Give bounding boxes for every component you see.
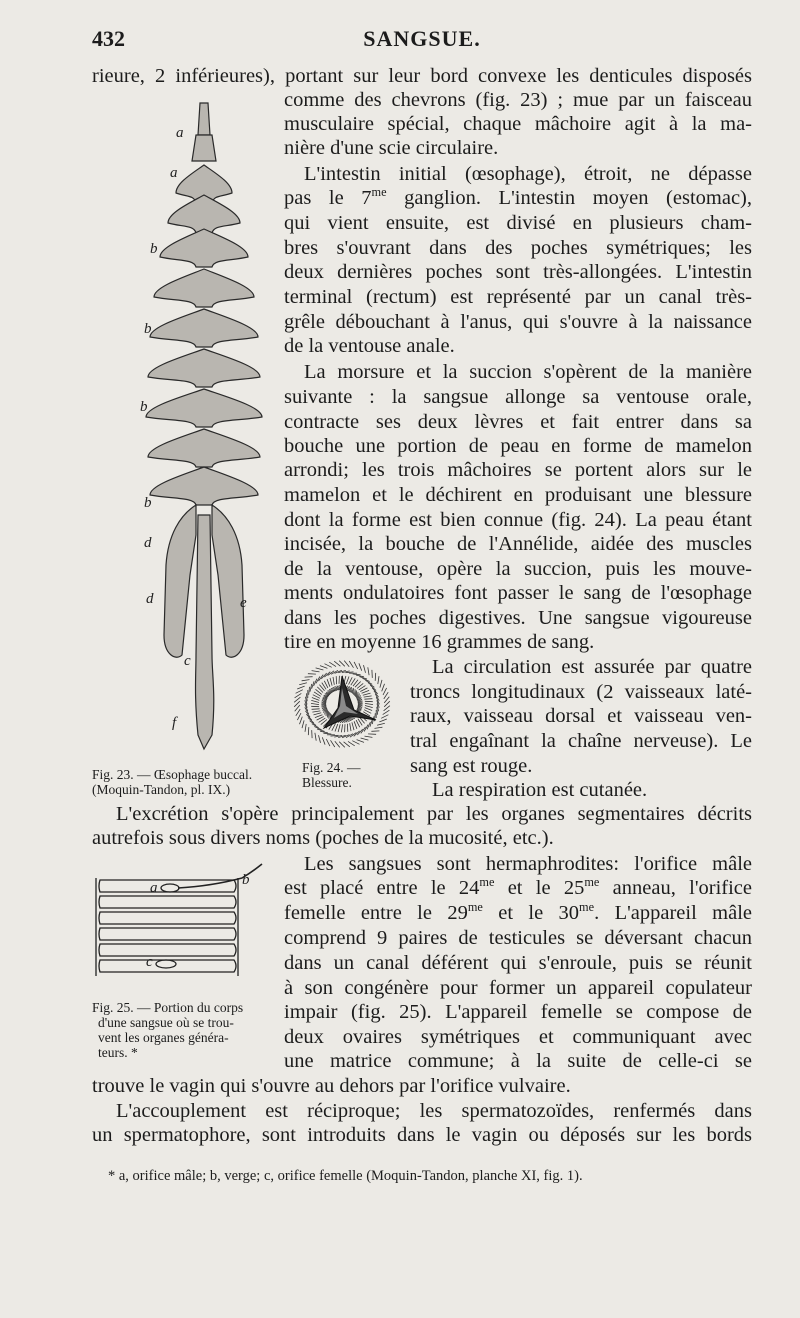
text-segment: troncs longitudinaux (2 vaisseaux laté-	[410, 681, 752, 703]
skin-hatch	[380, 680, 382, 688]
skin-hatch	[379, 719, 386, 722]
skin-hatch	[312, 698, 319, 701]
figure-24-caption	[302, 760, 361, 790]
fig23-letter-a1: a	[176, 125, 184, 141]
ordinal-superscript: me	[579, 900, 595, 915]
text-segment: terminal (rectum) est représenté par un canal très-	[284, 286, 752, 308]
fig23-letter-d2: d	[146, 591, 154, 607]
caecum-left	[164, 505, 196, 657]
text-line	[116, 1099, 752, 1123]
text-line	[92, 1123, 752, 1147]
skin-hatch	[323, 733, 331, 734]
skin-hatch	[338, 724, 340, 732]
skin-hatch	[359, 663, 362, 670]
figure-24-wound-illustration	[284, 654, 400, 754]
text-segment: dont la forme est bien connue (fig. 24). La peau étant	[284, 509, 752, 531]
oesophagus-shape	[198, 103, 210, 135]
text-segment: Les sangsues sont hermaphrodites: l'orifice mâle	[304, 853, 752, 875]
text-segment: nière d'une scie circulaire.	[284, 137, 499, 159]
text-segment: La respiration est cutanée.	[432, 779, 648, 801]
digestive-pouch	[150, 467, 258, 505]
skin-hatch	[319, 735, 321, 743]
figure-23-caption-line-1: Fig. 23. — Œsophage buccal.	[92, 767, 253, 782]
text-segment: raux, vaisseau dorsal et vaisseau ven-	[410, 705, 752, 727]
skin-hatch	[364, 699, 372, 700]
text-segment: une matrice commune; à la suite de celle-ci se	[284, 1050, 752, 1072]
page-header	[92, 26, 752, 52]
oesophagus-shape	[192, 135, 216, 161]
skin-hatch	[353, 674, 361, 675]
skin-hatch	[361, 738, 369, 740]
skin-hatch	[297, 713, 301, 720]
text-line	[432, 778, 752, 802]
text-segment: anneau, l'orifice	[599, 877, 752, 899]
text-segment: est placé entre le 24	[284, 877, 480, 899]
skin-hatch	[299, 683, 307, 685]
fig25-letter-c: c	[146, 954, 153, 970]
text-line	[284, 236, 752, 260]
figure-25-genital-organs-illustration	[92, 862, 272, 992]
skin-hatch	[325, 664, 332, 668]
skin-hatch	[344, 661, 349, 667]
digestive-pouch	[160, 229, 248, 267]
skin-hatch	[309, 687, 310, 695]
figure-24-caption-line-2: Blessure.	[302, 775, 352, 790]
digestive-pouch	[154, 269, 254, 307]
figure-25-caption	[92, 1000, 243, 1060]
caecum-right	[212, 505, 244, 657]
text-line	[284, 876, 752, 900]
text-segment: comme des chevrons (fig. 23) ; mue par un faisceau	[284, 89, 752, 111]
text-line	[304, 360, 752, 384]
text-segment: tral engaînant la chaîne nerveuse). Le	[410, 730, 752, 752]
text-line	[284, 434, 752, 458]
text-line	[284, 334, 752, 358]
text-line	[284, 951, 752, 975]
text-segment: L'excrétion s'opère principalement par les organes segmentaires décrits	[116, 803, 752, 825]
skin-hatch	[377, 723, 385, 725]
skin-hatch	[315, 733, 316, 741]
text-line	[284, 1025, 752, 1049]
text-line	[284, 630, 752, 654]
text-segment: mamelon et le déchirent en produisant une blessure	[284, 484, 752, 506]
figure-25-caption-line-3: vent les organes généra-	[98, 1030, 229, 1045]
skin-hatch	[296, 690, 303, 694]
text-line	[284, 136, 752, 160]
fig25-letter-b: b	[242, 872, 250, 888]
skin-hatch	[328, 711, 329, 719]
skin-hatch	[362, 690, 370, 693]
text-line	[284, 260, 752, 284]
text-line	[284, 112, 752, 136]
text-line	[284, 581, 752, 605]
fig23-letter-d1: d	[144, 535, 152, 551]
rectum	[196, 515, 214, 749]
skin-hatch	[308, 727, 309, 735]
skin-hatch	[312, 709, 320, 710]
text-segment: deux ovaires symétriques et communiquant avec	[284, 1026, 752, 1048]
text-segment: suivante : la sangsue allonge sa ventouse orale,	[284, 386, 752, 408]
text-segment: pas le 7	[284, 187, 372, 209]
text-segment: ganglion. L'intestin moyen (estomac),	[386, 187, 752, 209]
text-segment: dans les poches digestives. Une sangsue vigoureuse	[284, 607, 752, 629]
skin-hatch	[349, 661, 353, 668]
text-line	[432, 655, 752, 679]
figure-23-caption-line-2: (Moquin-Tandon, pl. IX.)	[92, 782, 231, 797]
skin-hatch	[378, 676, 379, 684]
skin-hatch	[311, 703, 319, 704]
skin-hatch	[329, 662, 336, 666]
figure-25-caption-line-4: teurs. *	[98, 1045, 138, 1060]
figure-25-caption-line-1: Fig. 25. — Portion du corps	[92, 1000, 244, 1015]
skin-hatch	[375, 673, 376, 681]
skin-hatch	[305, 724, 306, 732]
skin-hatch	[302, 680, 310, 681]
text-line	[284, 410, 752, 434]
text-line	[284, 385, 752, 409]
skin-hatch	[341, 724, 342, 732]
text-segment: bouche une portion de peau en forme de mamelon	[284, 435, 752, 457]
fig23-letter-b1: b	[150, 241, 158, 257]
text-line	[92, 1074, 652, 1098]
skin-hatch	[333, 677, 334, 685]
skin-hatch	[381, 715, 388, 719]
text-line	[410, 754, 752, 778]
fig23-letter-f: f	[172, 715, 177, 731]
text-line	[92, 826, 616, 850]
skin-hatch	[365, 708, 372, 711]
skin-hatch	[312, 671, 320, 672]
text-segment: de la ventouse anale.	[284, 335, 455, 357]
text-line	[410, 729, 752, 753]
skin-hatch	[346, 672, 354, 673]
text-line	[284, 458, 752, 482]
text-segment: tire en moyenne 16 grammes de sang.	[284, 631, 595, 653]
ordinal-superscript: me	[584, 875, 600, 890]
fig23-letter-c: c	[184, 653, 191, 669]
text-line	[284, 483, 752, 507]
skin-hatch	[344, 742, 350, 747]
digestive-pouch	[150, 309, 258, 347]
skin-hatch	[315, 715, 323, 718]
skin-hatch	[352, 722, 354, 730]
text-line	[304, 852, 752, 876]
text-segment: femelle entre le 29	[284, 902, 468, 924]
fig25-letter-a: a	[150, 880, 158, 896]
text-line	[284, 310, 752, 334]
text-line	[410, 704, 752, 728]
skin-hatch	[297, 686, 304, 689]
text-line	[284, 901, 752, 925]
skin-hatch	[372, 688, 377, 694]
text-line	[92, 64, 752, 88]
text-line	[284, 285, 752, 309]
text-line	[304, 162, 752, 186]
text-line	[284, 211, 752, 235]
skin-hatch	[375, 727, 383, 728]
text-segment: deux dernières poches sont très-allongées. L'intestin	[284, 261, 752, 283]
text-segment: sang est rouge.	[410, 755, 533, 777]
skin-hatch	[330, 678, 332, 686]
figure-23-oesophagus-illustration	[140, 95, 270, 755]
skin-hatch	[348, 741, 355, 745]
fig23-letter-e: e	[240, 595, 247, 611]
skin-hatch	[302, 720, 304, 728]
skin-hatch	[310, 684, 312, 692]
skin-hatch	[320, 666, 327, 669]
text-segment: impair (fig. 25). L'appareil femelle se compose de	[284, 1001, 752, 1023]
skin-hatch	[368, 667, 369, 675]
fig23-letter-b3: b	[140, 399, 148, 415]
skin-hatch	[364, 696, 372, 697]
digestive-pouch	[168, 195, 240, 233]
figure-23-caption	[92, 767, 252, 797]
skin-hatch	[306, 714, 311, 720]
skin-hatch	[322, 737, 325, 744]
skin-hatch	[377, 707, 378, 715]
skin-hatch	[300, 717, 303, 725]
skin-hatch	[364, 665, 366, 673]
skin-hatch	[296, 709, 300, 716]
skin-hatch	[365, 703, 373, 704]
skin-hatch	[326, 692, 334, 693]
skin-hatch	[346, 677, 349, 685]
text-segment: bres s'ouvrant dans des poches symétriques; les	[284, 237, 752, 259]
skin-hatch	[355, 689, 356, 697]
skin-hatch	[363, 693, 371, 695]
ordinal-superscript: me	[479, 875, 495, 890]
figure-24-caption-line-1: Fig. 24. —	[302, 760, 361, 775]
digestive-pouch	[148, 349, 260, 387]
skin-hatch	[327, 679, 330, 687]
skin-hatch	[316, 668, 324, 670]
text-segment: . L'appareil mâle	[594, 902, 752, 924]
text-segment: de la ventouse, opère la succion, puis les mouve-	[284, 558, 752, 580]
skin-hatch	[382, 684, 385, 692]
skin-hatch	[335, 741, 340, 747]
text-segment: un spermatophore, sont introduits dans le vagin ou déposés sur les bords	[92, 1124, 752, 1146]
skin-hatch	[365, 736, 373, 737]
text-segment: contracte ses deux lèvres et fait entrer dans sa	[284, 411, 752, 433]
skin-hatch	[354, 721, 357, 729]
text-segment: musculaire spécial, chaque mâchoire agit à la ma-	[284, 113, 752, 135]
text-line	[284, 88, 752, 112]
fig23-letter-b4: b	[144, 495, 152, 511]
text-segment: arrondi; les trois mâchoires se portent alors sur le	[284, 459, 752, 481]
fig23-letter-b2: b	[144, 321, 152, 337]
digestive-pouch	[148, 429, 260, 467]
fig23-letter-a2: a	[170, 165, 178, 181]
text-segment: trouve le vagin qui s'ouvre au dehors par l'orifice vulvaire.	[92, 1075, 571, 1097]
text-segment: à son congénère pour former un appareil copulateur	[284, 977, 752, 999]
skin-hatch	[354, 662, 358, 669]
digestive-pouch	[146, 389, 262, 427]
text-segment: La morsure et la succion s'opèrent de la manière	[304, 361, 752, 383]
text-segment: dans un canal déférent qui s'enroule, puis se réunit	[284, 952, 752, 974]
ordinal-superscript: me	[371, 185, 387, 200]
figure-25-caption-line-2: d'une sangsue où se trou-	[98, 1015, 234, 1030]
text-segment: rieure, 2 inférieures), portant sur leur bord convexe les denticules disposés	[92, 65, 752, 87]
text-line	[284, 557, 752, 581]
skin-hatch	[326, 739, 330, 746]
text-segment: grêle débouchant à l'anus, qui s'ouvre à la naissance	[284, 311, 752, 333]
running-title: SANGSUE.	[363, 26, 481, 51]
text-line	[284, 1049, 752, 1073]
skin-hatch	[372, 716, 374, 724]
ordinal-superscript: me	[467, 900, 483, 915]
skin-hatch	[357, 740, 364, 743]
text-line	[410, 680, 752, 704]
skin-hatch	[314, 713, 322, 715]
skin-hatch	[350, 723, 351, 731]
skin-hatch	[365, 706, 373, 708]
skin-hatch	[311, 700, 319, 702]
skin-hatch	[383, 688, 387, 695]
text-line	[284, 976, 752, 1000]
text-line	[284, 1000, 752, 1024]
text-line	[284, 532, 752, 556]
skin-hatch	[331, 735, 339, 736]
text-segment: qui vient ensuite, est divisé en plusieurs cham-	[284, 212, 752, 234]
text-segment: L'accouplement est réciproque; les spermatozoïdes, renfermés dans	[116, 1100, 752, 1122]
skin-hatch	[306, 693, 307, 701]
skin-hatch	[334, 661, 340, 666]
skin-hatch	[312, 711, 320, 712]
text-line	[284, 606, 752, 630]
text-segment: L'intestin initial (œsophage), étroit, ne dépasse	[304, 163, 752, 185]
skin-hatch	[331, 740, 335, 747]
text-segment: et le 30	[482, 902, 580, 924]
text-line	[284, 508, 752, 532]
text-segment: et le 25	[494, 877, 585, 899]
text-segment: La circulation est assurée par quatre	[432, 656, 752, 678]
text-segment: ments ondulatoires font passer le sang de l'œsophage	[284, 582, 752, 604]
skin-hatch	[352, 741, 359, 745]
text-line	[116, 802, 752, 826]
text-segment: comprend 9 paires de testicules se déversant chacun	[284, 927, 752, 949]
text-line	[284, 926, 752, 950]
text-line	[284, 186, 752, 210]
skin-hatch	[335, 724, 338, 732]
footnote: * a, orifice mâle; b, verge; c, orifice femelle (Moquin-Tandon, planche XI, fig. 1).	[108, 1168, 583, 1184]
skin-hatch	[384, 692, 388, 699]
text-segment: incisée, la bouche de l'Annélide, aidée des muscles	[284, 533, 752, 555]
page-number: 432	[92, 26, 125, 51]
text-segment: autrefois sous divers noms (poches de la mucosité, etc.).	[92, 827, 554, 849]
